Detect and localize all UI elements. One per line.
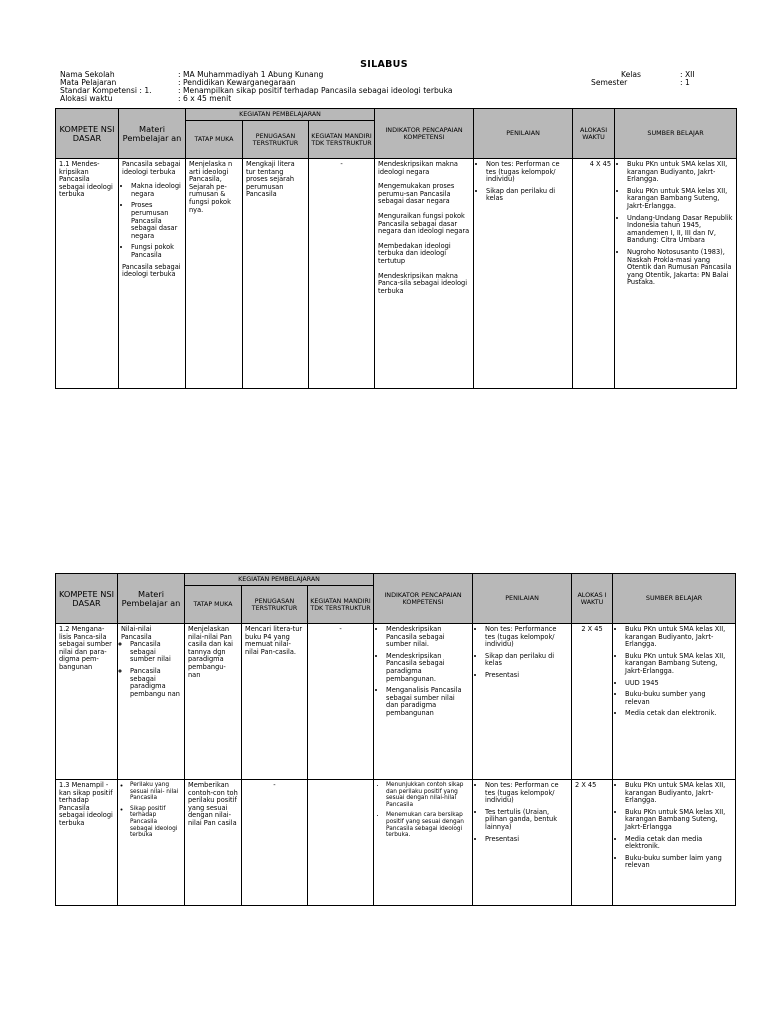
cell-face-to-face: Memberikan contoh-con toh perilaku positif yang sesuai dengan nilai-nilai Pan casila — [185, 780, 242, 906]
source-item: • Buku-buku sumber laim yang relevan — [625, 855, 732, 870]
source-item: • Buku PKn untuk SMA kelas XII, karangan Budiyanto, Jakrt-Erlangga. — [625, 782, 732, 805]
assessment-item: • Sikap dan perilaku di kelas — [485, 653, 568, 668]
header-material: Materi Pembelajar an — [118, 574, 185, 624]
cell-material — [119, 159, 186, 389]
header-time-allocation: ALOKAS I WAKTU — [572, 574, 613, 624]
header-independent-activity: KEGIATAN MANDIRI TDK TERSTRUKTUR — [309, 121, 375, 159]
header-time-allocation: ALOKASI WAKTU — [573, 109, 615, 159]
cell-assessment — [473, 780, 572, 906]
cell-independent-activity — [308, 780, 374, 906]
header-activities: KEGIATAN PEMBELAJARAN — [185, 574, 374, 586]
cell-indicators — [374, 780, 473, 906]
header-indicator: INDIKATOR PENCAPAIAN KOMPETENSI — [374, 574, 473, 624]
cell-structured-task: - — [242, 780, 308, 906]
assessment-item: • Presentasi — [485, 836, 568, 844]
competency-standard-value: : Menampilkan sikap positif terhadap Pancasila sebagai ideologi terbuka — [178, 86, 453, 96]
source-item: • Media cetak dan elektronik. — [625, 710, 732, 718]
material-item: • Proses perumusan Pancasila sebagai dasar negara — [131, 202, 182, 240]
semester-label: Semester — [591, 78, 628, 88]
competency-standard-label: Standar Kompetensi : 1. — [60, 86, 152, 96]
source-item: • Buku-buku sumber yang relevan — [625, 691, 732, 706]
cell-time-allocation: 2 X 45 — [572, 624, 613, 780]
source-item: • Buku PKn untuk SMA kelas XII, karangan Bambang Suteng, Jakrt-Erlangga. — [625, 653, 732, 676]
syllabus-table-2 — [55, 573, 736, 906]
header-face-to-face: TATAP MUKA — [186, 121, 243, 159]
cell-competency: 1.3 Menampil - kan sikap positif terhadap Pancasila sebagai ideologi terbuka — [56, 780, 118, 906]
cell-indicators — [375, 159, 474, 389]
cell-face-to-face: Menjelaskan nilai-nilai Pan casila dan kai tannya dgn paradigma pembangu-nan — [185, 624, 242, 780]
assessment-item: • Non tes: Performance tes (tugas kelompok/ individu) — [485, 626, 568, 649]
header-independent-activity: KEGIATAN MANDIRI TDK TERSTRUKTUR — [308, 586, 374, 624]
indicator-item: Mendeskripsikan makna Panca-sila sebagai ideologi terbuka — [378, 271, 468, 295]
header-assessment: PENILAIAN — [473, 574, 572, 624]
cell-material — [118, 624, 185, 780]
indicator-item: Mendeskripsikan makna ideologi negara — [378, 160, 458, 176]
cell-competency: 1.2 Mengana-lisis Panca-sila sebagai sumber nilai dan para-digma pem-bangunan — [56, 624, 118, 780]
cell-competency: 1.1 Mendes-kripsikan Pancasila sebagai ideologi terbuka — [56, 159, 119, 389]
cell-indicators — [374, 624, 473, 780]
material-item: ◦ Pancasila sebagai sumber nilai — [130, 641, 181, 664]
class-value: : XII — [680, 70, 695, 79]
assessment-item: • Sikap dan perilaku di kelas — [486, 188, 569, 203]
header-activities: KEGIATAN PEMBELAJARAN — [186, 109, 375, 121]
header-learning-sources: SUMBER BELAJAR — [613, 574, 736, 624]
cell-time-allocation: 2 X 45 — [572, 780, 613, 906]
cell-assessment — [474, 159, 573, 389]
material-item: ◦ Pancasila sebagai paradigma pembangu nan — [130, 668, 181, 698]
indicator-item: • Menemukan cara bersikap positif yang sesuai dengan Pancasila sebagai ideologi terbuka. — [386, 812, 469, 838]
assessment-item: • Non tes: Performan ce tes (tugas kelompok/ individu) — [485, 782, 568, 805]
cell-structured-task: Mencari litera-tur buku P4 yang memuat nilai-nilai Pan-casila. — [242, 624, 308, 780]
header-face-to-face: TATAP MUKA — [185, 586, 242, 624]
document-title: SILABUS — [360, 59, 408, 70]
cell-structured-task: Mengkaji litera tur tentang proses sejarah perumusan Pancasila — [243, 159, 309, 389]
header-learning-sources: SUMBER BELAJAR — [615, 109, 737, 159]
header-material: Materi Pembelajar an — [119, 109, 186, 159]
school-value: : MA Muhammadiyah 1 Abung Kunang — [178, 70, 324, 79]
indicator-item: Menguraikan fungsi pokok Pancasila sebagai dasar negara dan ideologi negara — [378, 211, 470, 236]
material-item: • Makna ideologi negara — [131, 183, 182, 198]
semester-value: : 1 — [680, 78, 690, 88]
assessment-item: • Presentasi — [485, 672, 568, 680]
cell-independent-activity: - — [309, 159, 375, 389]
source-item: • Buku PKn untuk SMA kelas XII, karangan Bambang Suteng, Jakrt-Erlangga. — [627, 188, 733, 211]
indicator-item: • Menganalisis Pancasila sebagai sumber nilai dan paradigma pembangunan — [386, 687, 469, 717]
material-item: ◦ Perilaku yang sesuai nilai- nilai Pancasila — [130, 782, 181, 802]
cell-learning-sources — [613, 624, 736, 780]
class-label: Kelas — [621, 70, 641, 79]
indicator-item: • Mendeskripsikan Pancasila sebagai sumber nilai. — [386, 626, 469, 649]
assessment-item: • Non tes: Performan ce tes (tugas kelompok/ individu) — [486, 161, 569, 184]
header-structured-task: PENUGASAN TERSTRUKTUR — [242, 586, 308, 624]
header-assessment: PENILAIAN — [474, 109, 573, 159]
indicator-item: Mengemukakan proses perumu-san Pancasila sebagai dasar negara — [378, 182, 455, 206]
material-outro: Pancasila sebagai ideologi terbuka — [122, 262, 181, 279]
indicator-item: Membedakan ideologi terbuka dan ideologi tertutup — [378, 241, 451, 265]
header-competency: KOMPETE NSI DASAR — [56, 109, 119, 159]
source-item: • Buku PKn untuk SMA kelas XII, karangan Budiyanto, Jakrt-Erlangga. — [625, 626, 732, 649]
indicator-item: • Menunjukkan contoh sikap dan perilaku positif yang sesuai dengan nilai-nilai Pancasila — [386, 782, 469, 808]
subject-value: : Pendidikan Kewarganegaraan — [178, 78, 296, 88]
source-item: • Undang-Undang Dasar Republik Indonesia tahun 1945, amandemen I, II, III dan IV, Bandung: Citra Umbara — [627, 215, 733, 245]
source-item: • Nugroho Notosusanto (1983), Naskah Prokla-masi yang Otentik dan Rumusan Pancasila yang Otentik, Jakarta: PN Balai Pustaka. — [627, 249, 733, 287]
header-structured-task: PENUGASAN TERSTRUKTUR — [243, 121, 309, 159]
material-intro: Nilai-nilai Pancasila — [121, 625, 152, 641]
source-item: • UUD 1945 — [625, 680, 732, 688]
source-item: • Buku PKn untuk SMA kelas XII, karangan Budiyanto, Jakrt-Erlangga. — [627, 161, 733, 184]
header-competency: KOMPETE NSI DASAR — [56, 574, 118, 624]
time-allocation-label: Alokasi waktu — [60, 94, 113, 104]
assessment-item: • Tes tertulis (Uraian, pilihan ganda, bentuk lainnya) — [485, 809, 568, 832]
syllabus-table-1 — [55, 108, 737, 389]
cell-material — [118, 780, 185, 906]
cell-face-to-face: Menjelaska n arti ideologi Pancasila, Sejarah pe-rumusan & fungsi pokok nya. — [186, 159, 243, 389]
cell-independent-activity: - — [308, 624, 374, 780]
indicator-item: • Mendeskripsikan Pancasila sebagai paradigma pembangunan. — [386, 653, 469, 683]
cell-learning-sources — [615, 159, 737, 389]
material-intro: Pancasila sebagai ideologi terbuka — [122, 160, 181, 176]
header-indicator: INDIKATOR PENCAPAIAN KOMPETENSI — [375, 109, 474, 159]
source-item: • Buku PKn untuk SMA kelas XII, karangan Bambang Suteng, Jakrt-Erlangga — [625, 809, 732, 832]
cell-time-allocation: 4 X 45 — [573, 159, 615, 389]
material-item: ◦ Sikap positif terhadap Pancasila sebagai ideologi terbuka — [130, 806, 181, 839]
cell-learning-sources — [613, 780, 736, 906]
source-item: • Media cetak dan media elektronik. — [625, 836, 732, 851]
cell-assessment — [473, 624, 572, 780]
time-allocation-value: : 6 x 45 menit — [178, 94, 232, 104]
material-item: • Fungsi pokok Pancasila — [131, 244, 182, 259]
school-label: Nama Sekolah — [60, 70, 115, 79]
subject-label: Mata Pelajaran — [60, 78, 117, 88]
